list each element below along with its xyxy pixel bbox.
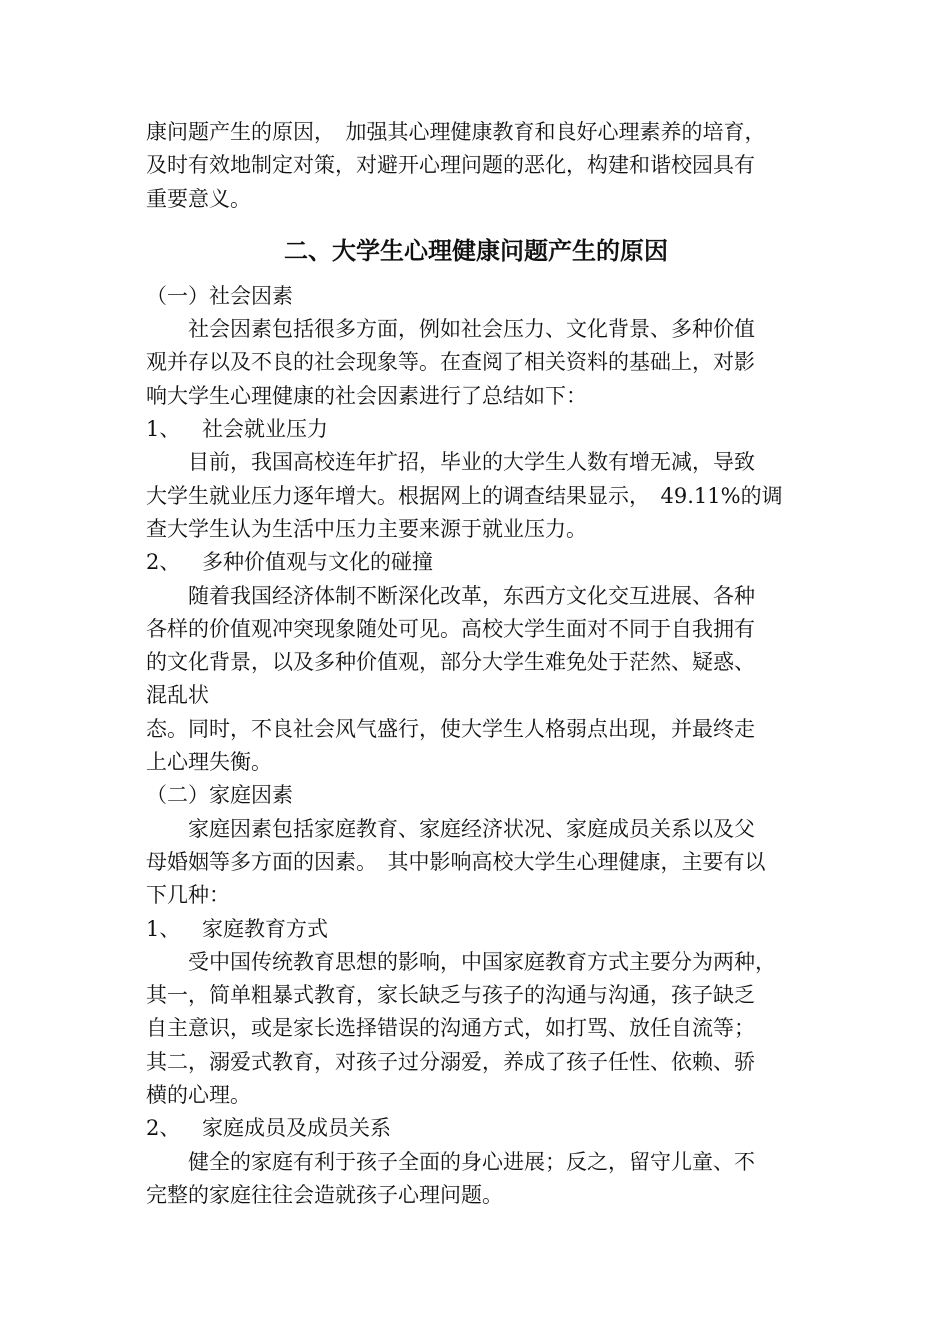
list-number: 1、	[146, 417, 181, 442]
subsection-title: （二）家庭因素	[146, 783, 293, 808]
paragraph-line: 的文化背景，以及多种价值观，部分大学生难免处于茫然、疑惑、	[146, 650, 755, 675]
list-number: 2、	[146, 550, 181, 575]
paragraph-line: 重要意义。	[146, 186, 251, 211]
paragraph-line: 目前，我国高校连年扩招，毕业的大学生人数有增无减，导致	[188, 450, 755, 475]
list-item-heading	[146, 1112, 806, 1145]
paragraph-line: 横的心理。	[146, 1083, 251, 1108]
paragraph-line: 完整的家庭往往会造就孩子心理问题。	[146, 1182, 503, 1207]
paragraph-line: 受中国传统教育思想的影响，中国家庭教育方式主要分为两种，	[188, 949, 776, 974]
paragraph-line: 混乱状	[146, 683, 209, 708]
paragraph-line: 社会因素包括很多方面，例如社会压力、文化背景、多种价值	[188, 317, 755, 342]
subsection-title: （一）社会因素	[146, 283, 293, 308]
list-number: 1、	[146, 916, 181, 941]
paragraph-line: 家庭因素包括家庭教育、家庭经济状况、家庭成员关系以及父	[188, 816, 755, 841]
paragraph-line: 各样的价值观冲突现象随处可见。高校大学生面对不同于自我拥有	[146, 616, 755, 641]
paragraph-line: 上心理失衡。	[146, 750, 272, 775]
paragraph-line: 及时有效地制定对策，对避开心理问题的恶化，构建和谐校园具有	[146, 153, 755, 178]
paragraph-line: 其一，简单粗暴式教育，家长缺乏与孩子的沟通与沟通，孩子缺乏	[146, 983, 755, 1008]
list-item-heading	[146, 913, 806, 946]
list-number: 2、	[146, 1116, 181, 1141]
list-item-title: 社会就业压力	[202, 417, 328, 442]
list-item-heading	[146, 546, 806, 579]
paragraph-line: 其二，溺爱式教育，对孩子过分溺爱，养成了孩子任性、依赖、骄	[146, 1049, 755, 1074]
list-item-title: 家庭教育方式	[202, 916, 328, 941]
list-item-heading	[146, 413, 806, 446]
paragraph-line: 健全的家庭有利于孩子全面的身心进展；反之，留守儿童、不	[188, 1149, 755, 1174]
paragraph-line: 康问题产生的原因， 加强其心理健康教育和良好心理素养的培育，	[146, 120, 766, 144]
paragraph-line: 响大学生心理健康的社会因素进行了总结如下：	[146, 383, 587, 408]
paragraph-line: 观并存以及不良的社会现象等。在查阅了相关资料的基础上，对影	[146, 350, 755, 375]
list-item-title: 家庭成员及成员关系	[202, 1116, 391, 1141]
paragraph-line: 下几种：	[146, 883, 230, 908]
document-page	[146, 116, 806, 1212]
section-heading: 二、大学生心理健康问题产生的原因	[284, 236, 668, 265]
paragraph-line: 自主意识，或是家长选择错误的沟通方式，如打骂、放任自流等；	[146, 1016, 755, 1041]
paragraph-line: 态。同时，不良社会风气盛行，使大学生人格弱点出现，并最终走	[146, 716, 755, 741]
paragraph-line: 查大学生认为生活中压力主要来源于就业压力。	[146, 516, 587, 541]
paragraph-line: 母婚姻等多方面的因素。 其中影响高校大学生心理健康，主要有以	[146, 849, 766, 874]
paragraph-line: 大学生就业压力逐年增大。根据网上的调查结果显示， 49.11%的调	[146, 483, 783, 508]
paragraph-line: 随着我国经济体制不断深化改革，东西方文化交互进展、各种	[188, 583, 755, 608]
list-item-title: 多种价值观与文化的碰撞	[202, 550, 433, 575]
